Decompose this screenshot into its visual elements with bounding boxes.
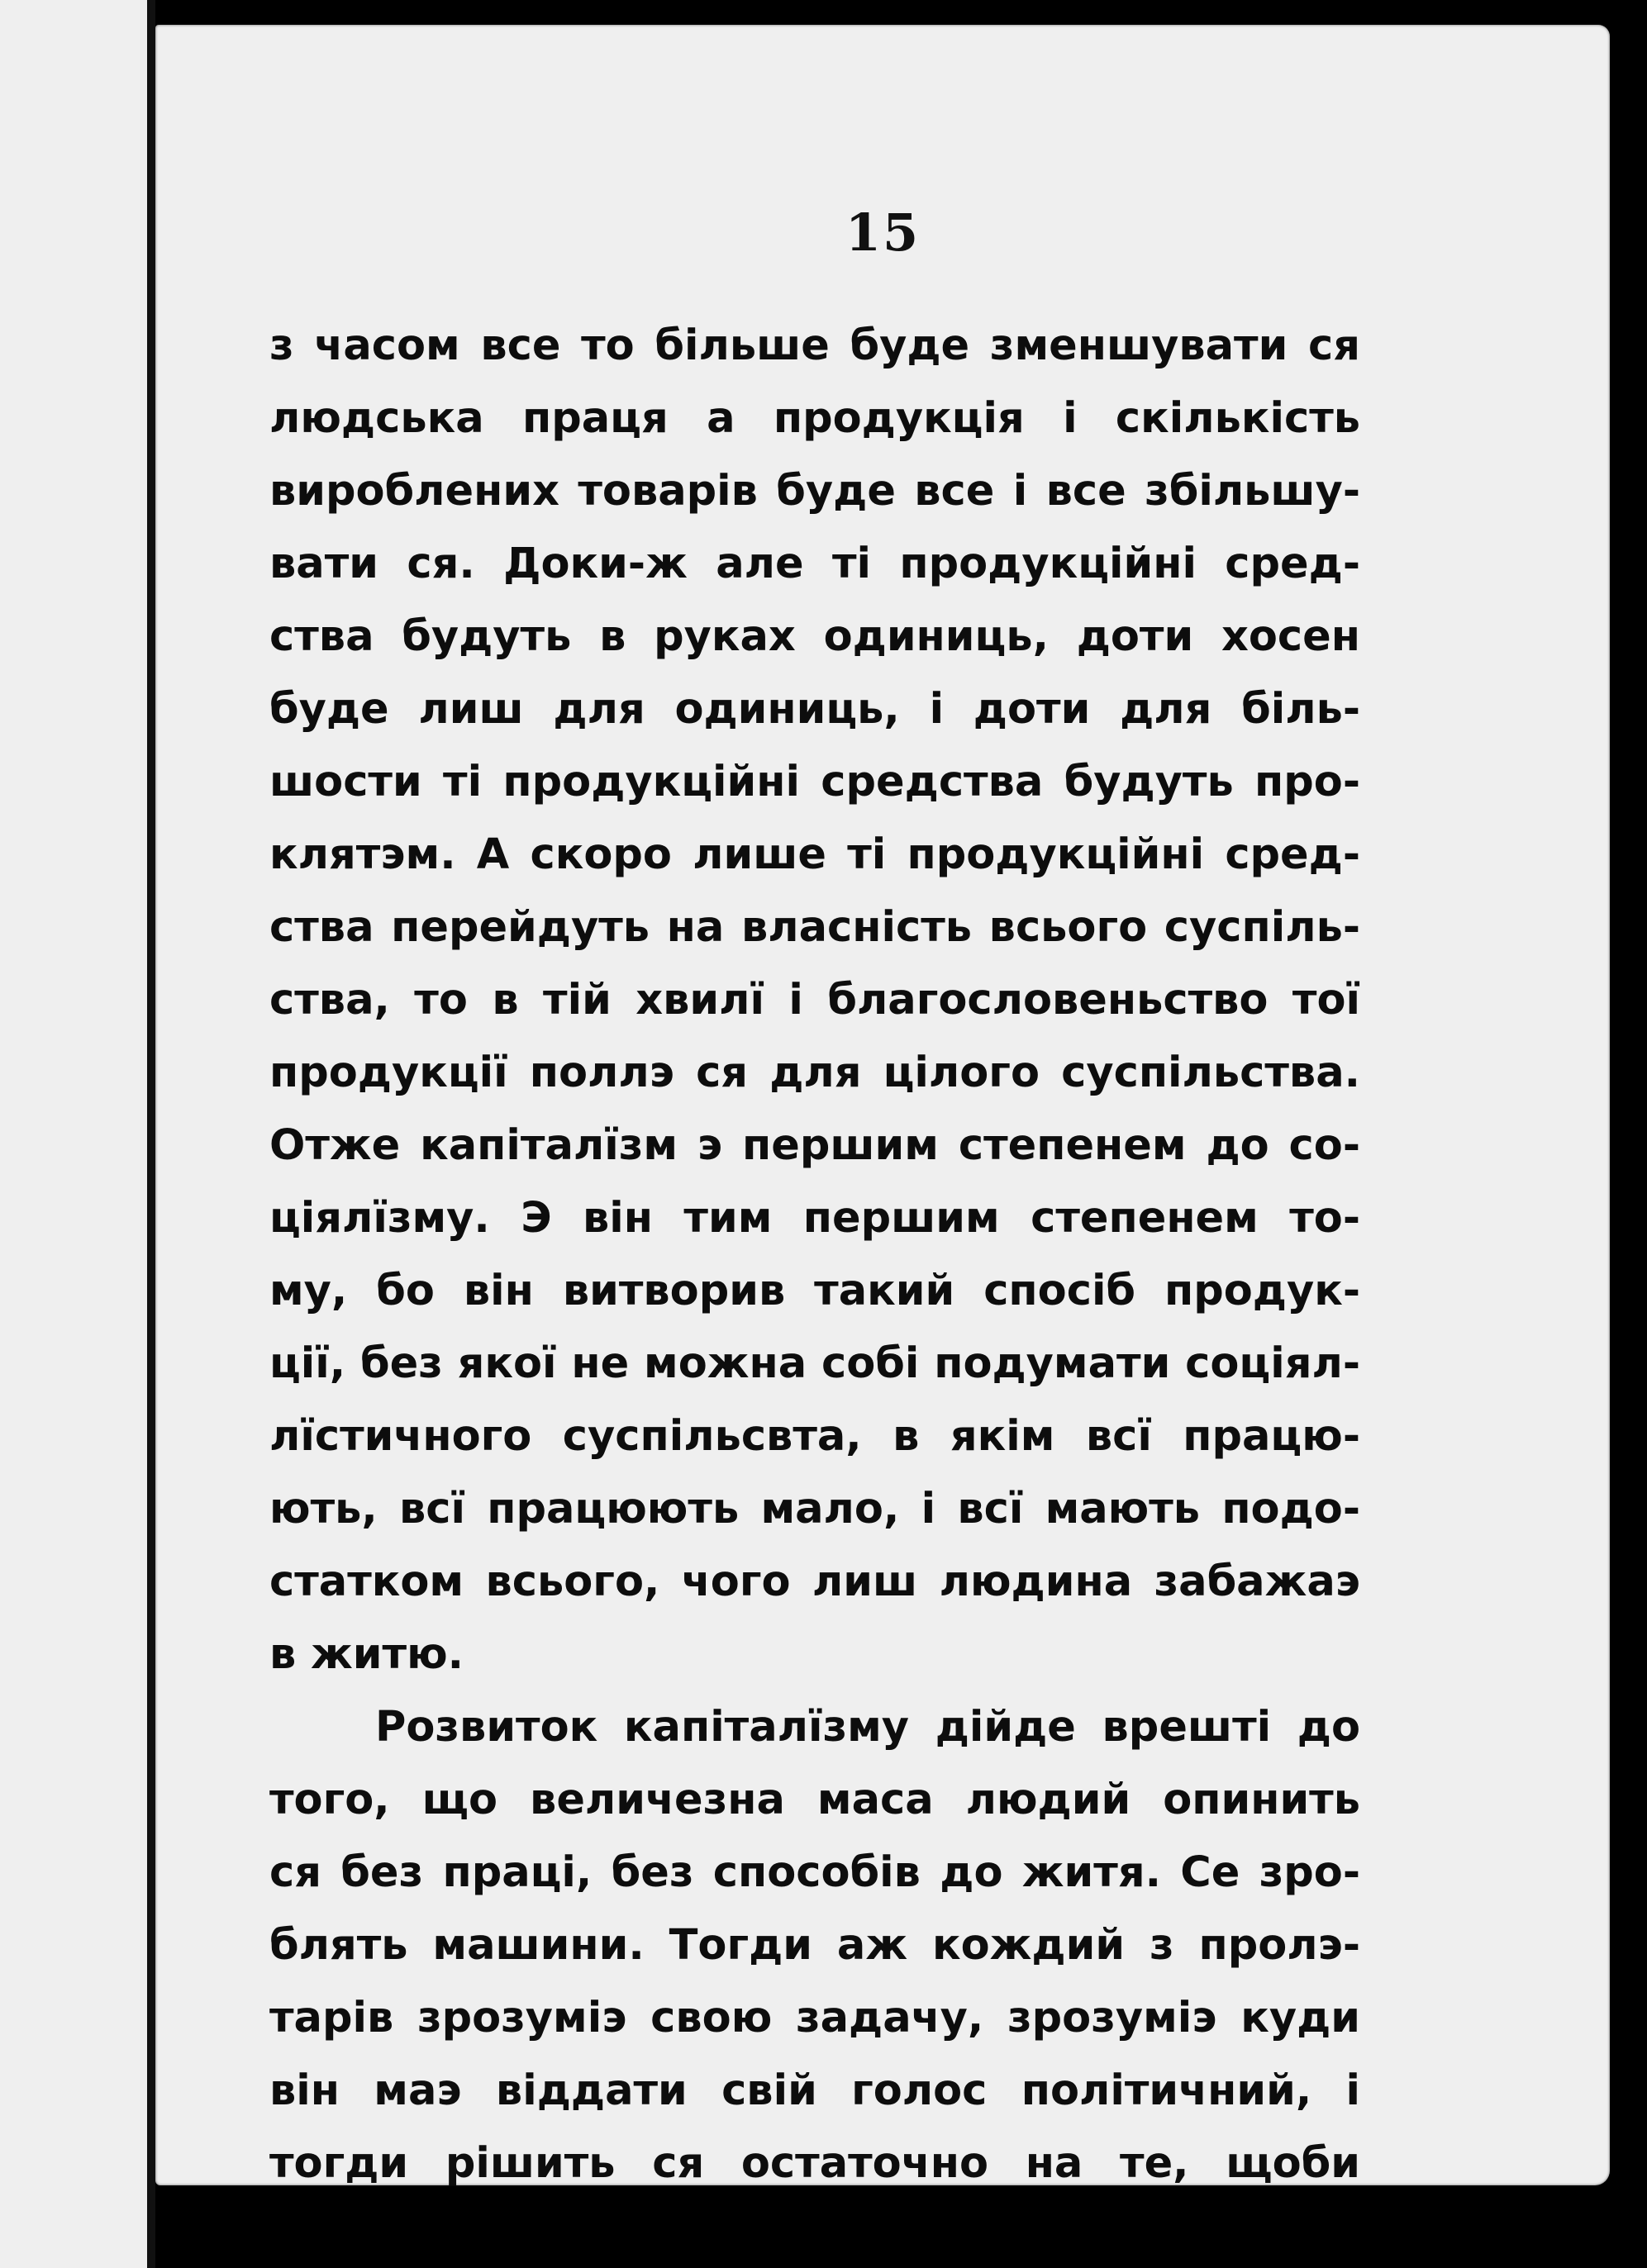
body-text [269, 310, 1360, 2200]
text-line: ства будуть в руках одиниць, доти хосен [269, 612, 1360, 661]
text-line: ства перейдуть на власність всього суспіль- [269, 903, 1360, 952]
text-line: того, що величезна маса людий опинить [269, 1776, 1360, 1824]
text-line: з часом все то більше буде зменшувати ся [269, 321, 1360, 370]
text-line: блять машини. Тогди аж кождий з пролэ- [269, 1921, 1360, 1970]
text-line: шости ті продукційні средства будуть про- [269, 758, 1360, 806]
text-line: він маэ віддати свій голос політичний, і [269, 2066, 1360, 2115]
text-line: ся без праці, без способів до житя. Се зро- [269, 1848, 1360, 1897]
text-line: вати ся. Доки-ж але ті продукційні сред- [269, 540, 1360, 588]
page-number: 15 [845, 202, 921, 263]
paragraph-start-line: Розвиток капіталїзму дійде врешті до [375, 1703, 1360, 1752]
left-page-margin [0, 0, 153, 2268]
text-line: людська праця а продукція і скількість [269, 394, 1360, 443]
book-gutter [147, 0, 155, 2268]
text-line: клятэм. А скоро лише ті продукційні сред- [269, 830, 1360, 879]
text-line: ють, всї працюють мало, і всї мають подо- [269, 1485, 1360, 1533]
text-line: вироблених товарів буде все і все збільшу- [269, 467, 1360, 516]
text-line: тогди рішить ся остаточно на те, щоби [269, 2139, 1360, 2188]
text-line: ції, без якої не можна собі подумати соціял- [269, 1339, 1360, 1388]
text-line: статком всього, чого лиш людина забажаэ [269, 1557, 1360, 1606]
text-line: лїстичного суспільсвта, в якім всї працю- [269, 1412, 1360, 1461]
book-page [155, 25, 1610, 2188]
text-line: ціялїзму. Э він тим першим степенем то- [269, 1194, 1360, 1243]
text-line: тарів зрозуміэ свою задачу, зрозуміэ куди [269, 1994, 1360, 2042]
text-line: буде лиш для одиниць, і доти для біль- [269, 685, 1360, 734]
text-line: Отже капіталїзм э першим степенем до со- [269, 1121, 1360, 1170]
text-line: ства, то в тій хвилї і благословеньство тої [269, 976, 1360, 1025]
paragraph-end-line: в житю. [269, 1630, 464, 1679]
text-line: му, бо він витворив такий спосіб продук- [269, 1267, 1360, 1315]
text-line: продукції поллэ ся для цілого суспільства. [269, 1048, 1360, 1097]
